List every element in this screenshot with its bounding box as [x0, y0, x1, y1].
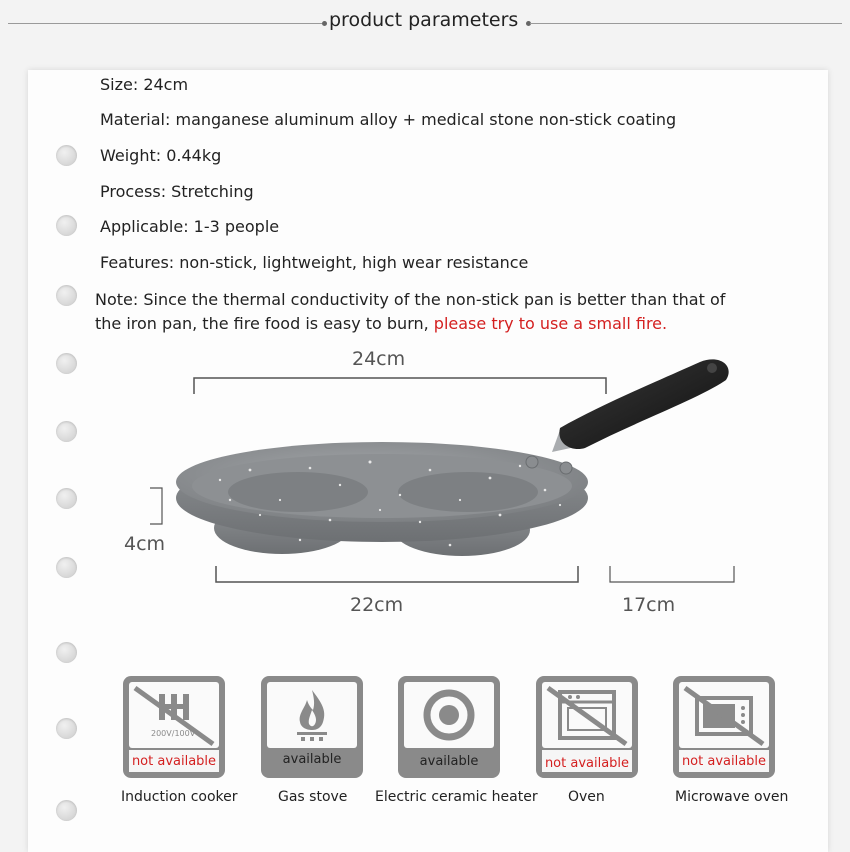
spec-material: Material: manganese aluminum alloy + medical stone non-stick coating	[100, 110, 677, 129]
heat-card-oven	[536, 676, 638, 778]
egg-well-cavity-left	[228, 472, 368, 512]
caption-ceramic: Electric ceramic heater	[375, 789, 538, 805]
caption-gas: Gas stove	[278, 789, 348, 805]
section-title: product parameters	[329, 9, 519, 31]
egg-well-cavity-right	[398, 472, 538, 512]
heat-card-gas	[261, 676, 363, 778]
spec-process: Process: Stretching	[100, 182, 254, 201]
spec-weight: Weight: 0.44kg	[100, 146, 222, 165]
handle-bracket-dim	[610, 566, 734, 582]
diameter-label: 24cm	[352, 348, 406, 370]
status-label: available	[419, 754, 479, 769]
caption-oven: Oven	[568, 789, 605, 805]
ceramic-heater-icon	[404, 682, 494, 748]
heat-card-induction	[123, 676, 225, 778]
caption-microwave: Microwave oven	[675, 789, 789, 805]
diameter-bracket	[194, 378, 606, 394]
height-label: 4cm	[124, 533, 166, 555]
heat-card-ceramic	[398, 676, 500, 778]
oven-icon	[542, 682, 632, 748]
rivet	[560, 462, 572, 474]
note-warning: please try to use a small fire.	[433, 314, 668, 333]
handle-length-label: 17cm	[622, 594, 676, 616]
spec-size: Size: 24cm	[100, 75, 189, 94]
spec-features: Features: non-stick, lightweight, high wear resistance	[100, 253, 529, 272]
caption-induction: Induction cooker	[121, 789, 238, 805]
heat-card-microwave	[673, 676, 775, 778]
note-text: Note: Since the thermal conductivity of the non-stick pan is better than that of the iron pan, the fire food is easy to burn,	[95, 290, 726, 333]
spec-applicable: Applicable: 1-3 people	[100, 217, 280, 236]
bottom-label: 22cm	[350, 594, 404, 616]
height-bracket	[150, 488, 162, 524]
gas-flame-icon	[267, 682, 357, 748]
status-label: not available	[131, 754, 217, 769]
pan-handle	[559, 359, 728, 449]
rivet	[526, 456, 538, 468]
status-label: available	[282, 752, 342, 767]
voltage-label: 200V/100V	[151, 729, 196, 738]
status-label: not available	[544, 756, 630, 771]
bottom-bracket	[216, 566, 578, 582]
microwave-icon	[679, 682, 769, 748]
status-label: not available	[681, 754, 767, 769]
handle-hang-hole	[707, 363, 717, 373]
induction-cooker-icon	[129, 682, 219, 748]
